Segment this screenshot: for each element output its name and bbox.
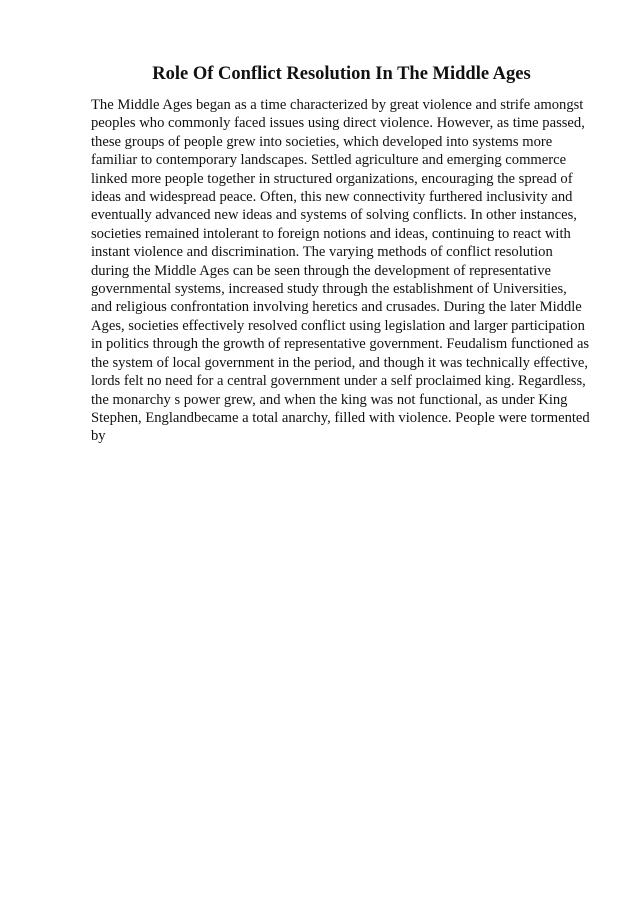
paragraph-line: these groups of people grew into societies, which developed into systems more [91,133,553,150]
paragraph-line: societies remained intolerant to foreign notions and ideas, continuing to react with [91,225,571,242]
paragraph-line: and religious confrontation involving heretics and crusades. During the later Middle [91,299,582,316]
paragraph-line: Stephen, Englandbecame a total anarchy, filled with violence. People were tormented [91,409,590,426]
paragraph-line: Ages, societies effectively resolved conflict using legislation and larger participation [91,317,585,334]
paragraph-line: peoples who commonly faced issues using direct violence. However, as time passed, [91,115,585,132]
paragraph-line: The Middle Ages began as a time characterized by great violence and strife amongst [91,97,584,113]
paragraph-line: by [91,428,106,445]
paragraph-line: instant violence and discrimination. The varying methods of conflict resolution [91,244,553,261]
paragraph-line: eventually advanced new ideas and systems of solving conflicts. In other instances, [91,207,577,224]
paragraph-line: the monarchy s power grew, and when the king was not functional, as under King [91,391,568,408]
paragraph-line: governmental systems, increased study through the establishment of Universities, [91,281,567,298]
paragraph-line: the system of local government in the period, and though it was technically effective, [91,354,588,371]
paragraph-line: familiar to contemporary landscapes. Settled agriculture and emerging commerce [91,152,567,169]
paragraph-line: lords felt no need for a central government under a self proclaimed king. Regardless, [91,373,586,390]
paragraph-line: linked more people together in structured organizations, encouraging the spread of [91,170,573,187]
paragraph-line: in politics through the growth of representative government. Feudalism functioned as [91,336,590,353]
paragraph-line: during the Middle Ages can be seen through the development of representative [91,262,551,279]
document-title: Role Of Conflict Resolution In The Middle Ages [152,64,531,84]
paragraph-line: ideas and widespread peace. Often, this new connectivity furthered inclusivity and [91,189,573,206]
body-paragraph [91,96,611,446]
